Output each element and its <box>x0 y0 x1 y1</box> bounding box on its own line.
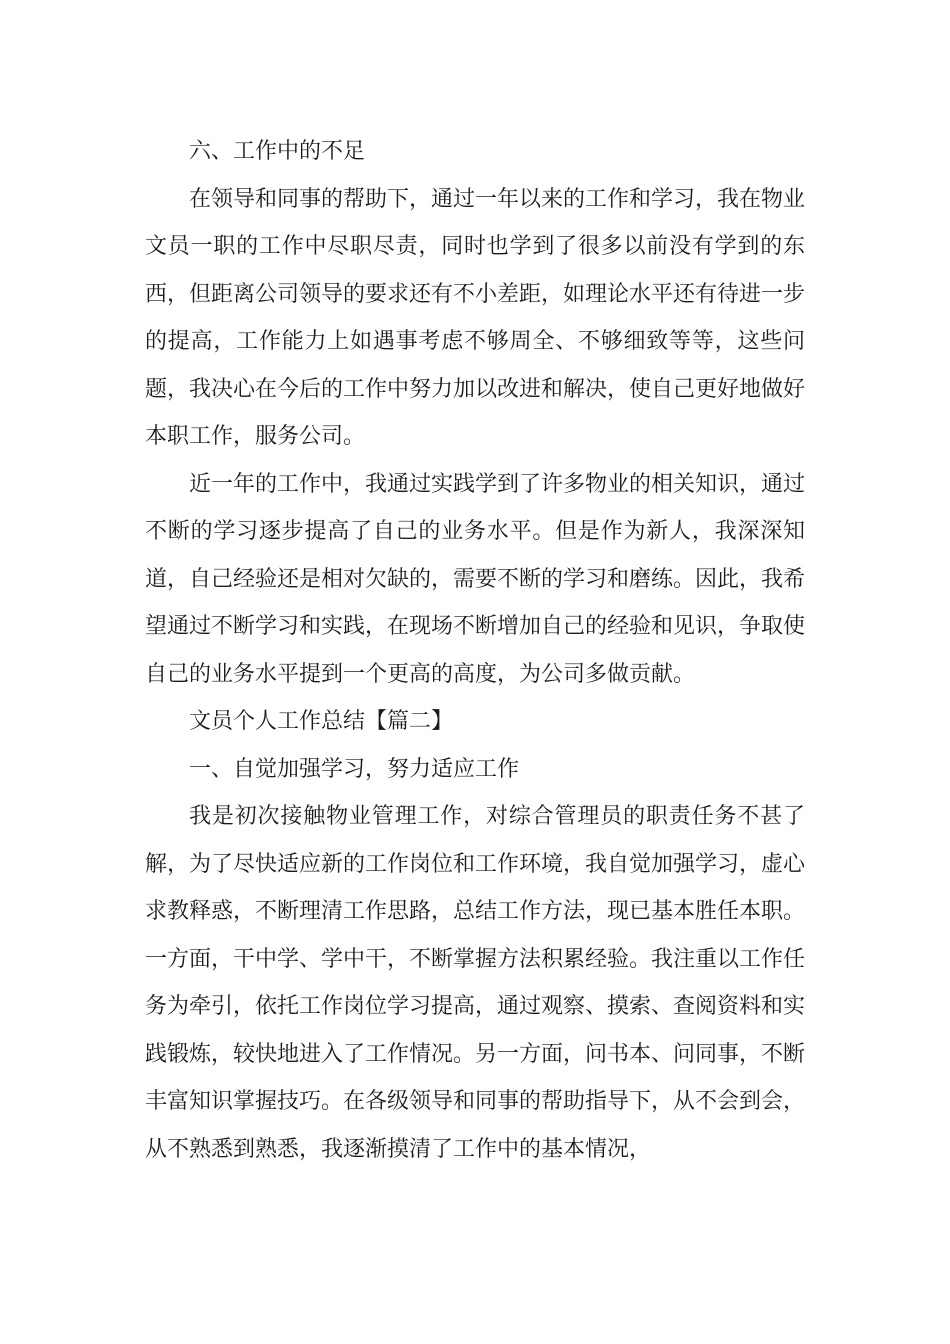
paragraph: 我是初次接触物业管理工作，对综合管理员的职责任务不甚了解，为了尽快适应新的工作岗位和工作环境，我自觉加强学习，虚心求教释惑，不断理清工作思路，总结工作方法，现已基本胜任本职。一方面，干中学、学中干，不断掌握方法积累经验。我注重以工作任务为牵引，依托工作岗位学习提高，通过观察、摸索、查阅资料和实践锻炼，较快地进入了工作情况。另一方面，问书本、问同事，不断丰富知识掌握技巧。在各级领导和同事的帮助指导下，从不会到会，从不熟悉到熟悉，我逐渐摸清了工作中的基本情况， <box>145 804 806 1162</box>
article-title: 文员个人工作总结【篇二】 <box>189 709 454 734</box>
section-heading-shortcomings: 六、工作中的不足 <box>189 139 366 164</box>
paragraph: 在领导和同事的帮助下，通过一年以来的工作和学习，我在物业文员一职的工作中尽职尽责，同时也学到了很多以前没有学到的东西，但距离公司领导的要求还有不小差距，如理论水平还有待进一步的提高，工作能力上如遇事考虑不够周全、不够细致等等，这些问题，我决心在今后的工作中努力加以改进和解决，使自己更好地做好本职工作，服务公司。 <box>145 186 806 449</box>
section-heading-study: 一、自觉加强学习，努力适应工作 <box>189 756 520 782</box>
paragraph: 近一年的工作中，我通过实践学到了许多物业的相关知识，通过不断的学习逐步提高了自己的业务水平。但是作为新人，我深深知道，自己经验还是相对欠缺的，需要不断的学习和磨练。因此，我希望通过不断学习和实践，在现场不断增加自己的经验和见识，争取使自己的业务水平提到一个更高的高度，为公司多做贡献。 <box>145 471 806 687</box>
document-body <box>145 128 805 1173</box>
